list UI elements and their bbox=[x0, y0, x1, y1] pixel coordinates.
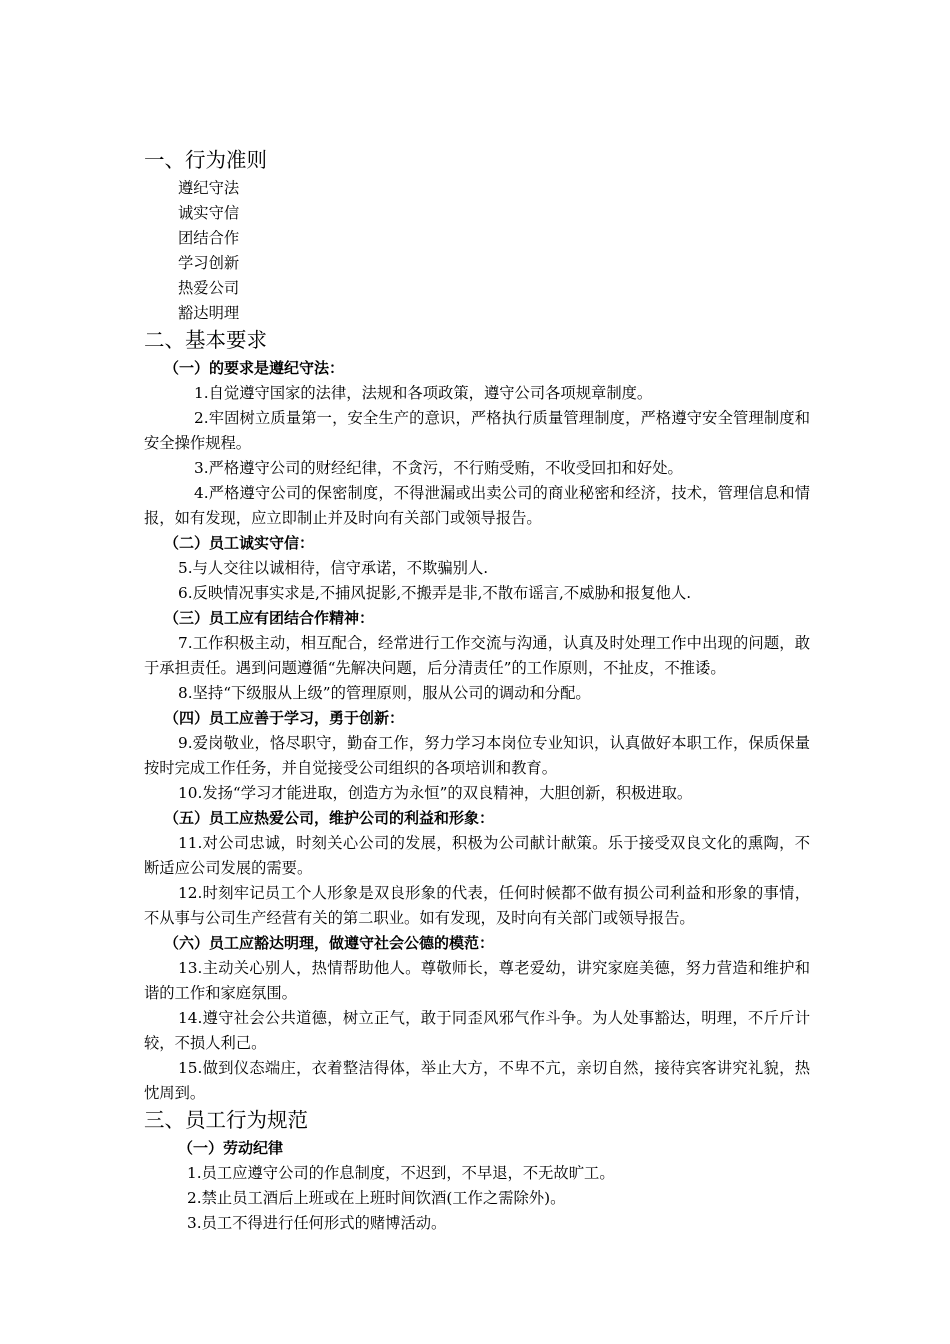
paragraph: 4.严格遵守公司的保密制度，不得泄漏或出卖公司的商业秘密和经济，技术，管理信息和情报，如有发现，应立即制止并及时向有关部门或领导报告。 bbox=[144, 484, 810, 527]
paragraph: 3.严格遵守公司的财经纪律，不贪污，不行贿受贿，不收受回扣和好处。 bbox=[194, 459, 683, 477]
subsection-heading: （四）员工应善于学习，勇于创新： bbox=[164, 710, 405, 727]
paragraph: 8.坚持“下级服从上级”的管理原则，服从公司的调动和分配。 bbox=[178, 684, 591, 702]
principle-item: 豁达明理 bbox=[178, 304, 240, 322]
paragraph: 5.与人交往以诚相待，信守承诺，不欺骗别人. bbox=[178, 559, 489, 577]
section-heading-basic-requirements: 二、基本要求 bbox=[144, 329, 267, 352]
principle-item: 团结合作 bbox=[178, 229, 240, 247]
principle-item: 学习创新 bbox=[178, 254, 240, 272]
section-heading-employee-conduct: 三、员工行为规范 bbox=[144, 1109, 308, 1132]
document-body bbox=[144, 146, 810, 1236]
paragraph: 6.反映情况事实求是,不捕风捉影,不搬弄是非,不散布谣言,不威胁和报复他人. bbox=[178, 584, 692, 602]
paragraph: 12.时刻牢记员工个人形象是双良形象的代表，任何时候都不做有损公司利益和形象的事情，不从事与公司生产经营有关的第二职业。如有发现，及时向有关部门或领导报告。 bbox=[144, 884, 810, 927]
principle-item: 遵纪守法 bbox=[178, 179, 240, 197]
principle-item: 热爱公司 bbox=[178, 279, 240, 297]
principle-item: 诚实守信 bbox=[178, 204, 240, 222]
paragraph: 7.工作积极主动，相互配合，经常进行工作交流与沟通，认真及时处理工作中出现的问题，敢于承担责任。遇到问题遵循“先解决问题，后分清责任”的工作原则，不扯皮，不推诿。 bbox=[144, 634, 810, 677]
section-heading-code-of-conduct: 一、行为准则 bbox=[144, 149, 267, 172]
paragraph: 15.做到仪态端庄，衣着整洁得体，举止大方，不卑不亢，亲切自然，接待宾客讲究礼貌，热忱周到。 bbox=[144, 1059, 810, 1102]
subsection-heading: （一）劳动纪律 bbox=[178, 1140, 284, 1157]
paragraph: 1.自觉遵守国家的法律，法规和各项政策，遵守公司各项规章制度。 bbox=[194, 384, 653, 402]
subsection-heading: （六）员工应豁达明理，做遵守社会公德的模范： bbox=[164, 935, 495, 952]
subsection-heading: （二）员工诚实守信： bbox=[164, 535, 315, 552]
paragraph: 10.发扬“学习才能进取，创造方为永恒”的双良精神，大胆创新，积极进取。 bbox=[178, 784, 693, 802]
paragraph: 3.员工不得进行任何形式的赌博活动。 bbox=[187, 1214, 447, 1232]
subsection-heading: （一）的要求是遵纪守法： bbox=[164, 360, 345, 377]
paragraph: 1.员工应遵守公司的作息制度，不迟到，不早退，不无故旷工。 bbox=[187, 1164, 615, 1182]
paragraph: 13.主动关心别人，热情帮助他人。尊敬师长，尊老爱幼，讲究家庭美德，努力营造和维护和谐的工作和家庭氛围。 bbox=[144, 959, 810, 1002]
paragraph: 11.对公司忠诚，时刻关心公司的发展，积极为公司献计献策。乐于接受双良文化的熏陶，不断适应公司发展的需要。 bbox=[144, 834, 810, 877]
paragraph: 2.牢固树立质量第一，安全生产的意识，严格执行质量管理制度，严格遵守安全管理制度和安全操作规程。 bbox=[144, 409, 810, 452]
paragraph: 2.禁止员工酒后上班或在上班时间饮酒(工作之需除外)。 bbox=[187, 1189, 566, 1207]
subsection-heading: （三）员工应有团结合作精神： bbox=[164, 610, 375, 627]
paragraph: 9.爱岗敬业，恪尽职守，勤奋工作，努力学习本岗位专业知识，认真做好本职工作，保质保量按时完成工作任务，并自觉接受公司组织的各项培训和教育。 bbox=[144, 734, 810, 777]
subsection-heading: （五）员工应热爱公司，维护公司的利益和形象： bbox=[164, 810, 495, 827]
paragraph: 14.遵守社会公共道德，树立正气，敢于同歪风邪气作斗争。为人处事豁达，明理，不斤斤计较，不损人利己。 bbox=[144, 1009, 810, 1052]
